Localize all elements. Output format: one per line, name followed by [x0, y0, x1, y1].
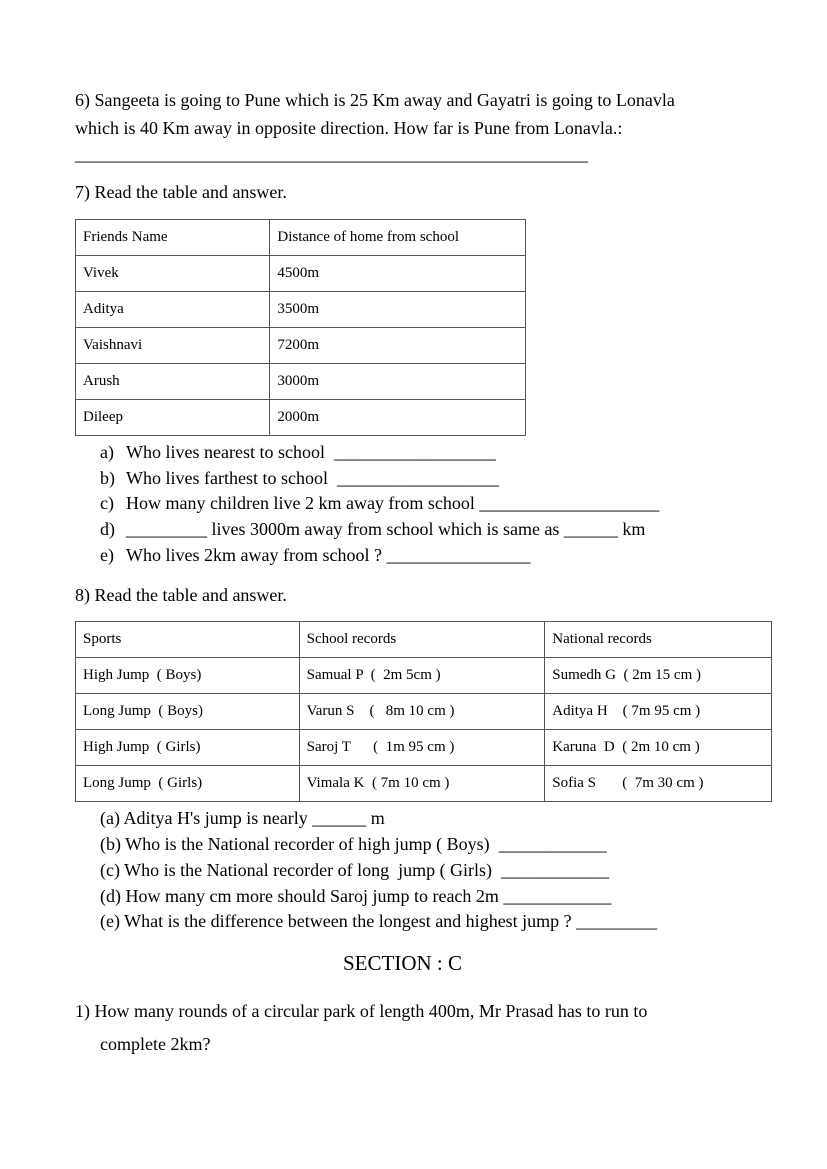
table-row	[76, 364, 526, 400]
table-row	[76, 658, 772, 694]
question-text: How many children live 2 km away from school ____________________	[126, 493, 660, 513]
table-cell: Varun S ( 8m 10 cm )	[299, 694, 545, 730]
header-cell: Friends Name	[76, 220, 270, 256]
q6-answer-blank: _________________________________________________________	[75, 144, 588, 164]
q6-line-1: 6) Sangeeta is going to Pune which is 25 Km away and Gayatri is going to Lonavla	[75, 90, 675, 110]
q6-line-2: which is 40 Km away in opposite direction. How far is Pune from Lonavla.:	[75, 118, 623, 138]
q7-table	[75, 219, 526, 436]
section-c-title: SECTION : C	[343, 951, 463, 975]
header-cell: National records	[545, 622, 772, 658]
q8-question-a: (a) Aditya H's jump is nearly ______ m	[100, 808, 385, 828]
table-cell: Saroj T ( 1m 95 cm )	[299, 730, 545, 766]
question-label: c)	[100, 493, 114, 513]
table-cell: 4500m	[270, 256, 526, 292]
q7-question-b	[100, 468, 499, 489]
table-row	[76, 694, 772, 730]
table-cell: Aditya	[76, 292, 270, 328]
table-header-row	[76, 220, 526, 256]
question-label: a)	[100, 442, 114, 462]
question-text: Who lives nearest to school __________________	[126, 442, 496, 462]
table-cell: Samual P ( 2m 5cm )	[299, 658, 545, 694]
header-cell: School records	[299, 622, 545, 658]
q7-question-d	[100, 519, 645, 540]
table-row	[76, 256, 526, 292]
question-text: Who lives 2km away from school ? ________________	[126, 545, 531, 565]
q8-table	[75, 621, 772, 802]
table-cell: 7200m	[270, 328, 526, 364]
q8-question-d: (d) How many cm more should Saroj jump to reach 2m ____________	[100, 886, 612, 906]
section-c-q1-line-2: complete 2km?	[100, 1034, 211, 1054]
table-row	[76, 400, 526, 436]
table-cell: Dileep	[76, 400, 270, 436]
q8-heading: 8) Read the table and answer.	[75, 585, 287, 605]
header-cell: Sports	[76, 622, 300, 658]
q7-heading: 7) Read the table and answer.	[75, 182, 287, 202]
question-label: e)	[100, 545, 114, 565]
table-cell: Vivek	[76, 256, 270, 292]
q8-question-c: (c) Who is the National recorder of long jump ( Girls) ____________	[100, 860, 610, 880]
question-label: d)	[100, 519, 115, 539]
table-cell: High Jump ( Boys)	[76, 658, 300, 694]
question-text: Who lives farthest to school __________________	[126, 468, 499, 488]
table-cell: 3000m	[270, 364, 526, 400]
q7-question-c	[100, 493, 659, 514]
question-text: _________ lives 3000m away from school which is same as ______ km	[126, 519, 646, 539]
table-header-row	[76, 622, 772, 658]
q7-question-a	[100, 442, 496, 463]
table-cell: 2000m	[270, 400, 526, 436]
table-cell: Long Jump ( Girls)	[76, 766, 300, 802]
table-cell: Karuna D ( 2m 10 cm )	[545, 730, 772, 766]
question-label: b)	[100, 468, 115, 488]
header-cell: Distance of home from school	[270, 220, 526, 256]
q8-question-b: (b) Who is the National recorder of high jump ( Boys) ____________	[100, 834, 607, 854]
table-cell: 3500m	[270, 292, 526, 328]
table-cell: Sumedh G ( 2m 15 cm )	[545, 658, 772, 694]
q7-question-e	[100, 545, 530, 566]
table-row	[76, 328, 526, 364]
table-cell: High Jump ( Girls)	[76, 730, 300, 766]
table-cell: Aditya H ( 7m 95 cm )	[545, 694, 772, 730]
q8-question-e: (e) What is the difference between the longest and highest jump ? _________	[100, 911, 658, 931]
table-row	[76, 292, 526, 328]
table-row	[76, 730, 772, 766]
table-cell: Vaishnavi	[76, 328, 270, 364]
table-cell: Vimala K ( 7m 10 cm )	[299, 766, 545, 802]
table-cell: Arush	[76, 364, 270, 400]
table-cell: Long Jump ( Boys)	[76, 694, 300, 730]
section-c-q1-line-1: 1) How many rounds of a circular park of length 400m, Mr Prasad has to run to	[75, 1001, 648, 1021]
table-cell: Sofia S ( 7m 30 cm )	[545, 766, 772, 802]
table-row	[76, 766, 772, 802]
